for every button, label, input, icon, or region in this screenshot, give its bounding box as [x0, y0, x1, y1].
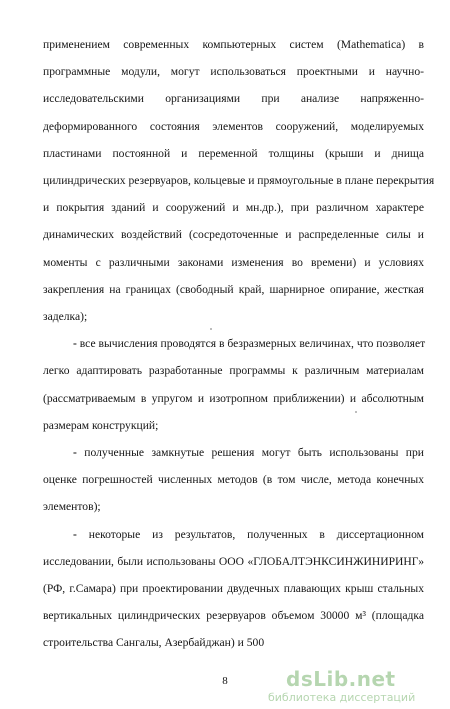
text-line: вертикальных цилиндрических резервуаров объемом 30000 м³ (площадка: [43, 609, 424, 623]
text-line: применением современных компьютерных систем (Mathematica) в: [43, 38, 424, 51]
text-line: цилиндрических резервуаров, кольцевые и прямоугольные в плане перекрытия: [43, 174, 435, 187]
bullet-dash: -: [73, 527, 77, 541]
text-line: (рассматриваемым в упругом и изотропном приближении) и абсолютным: [43, 391, 424, 405]
scan-speck: [210, 328, 212, 330]
text-line: исследовании, были использованы ООО «ГЛОБАЛТЭНКСИНЖИНИРИНГ»: [43, 554, 424, 568]
text-line: легко адаптировать разработанные программы к различным материалам: [43, 364, 424, 378]
text-line: пластинами постоянной и переменной толщины (крыши и днища: [43, 146, 424, 160]
text-line: (РФ, г.Самара) при проектировании двудечных плавающих крыш стальных: [43, 582, 424, 595]
page-number: 8: [222, 675, 228, 687]
text-line: строительства Сангалы, Азербайджан) и 500: [43, 636, 265, 650]
text-line: программные модули, могут использоваться проектными и научно-: [43, 65, 424, 79]
bullet-dash: -: [73, 337, 77, 351]
text-line: динамических воздействий (сосредоточенные и распределенные силы и: [43, 228, 424, 242]
watermark: [268, 667, 444, 704]
scan-speck: [355, 411, 357, 413]
watermark-subtitle: библиотека диссертаций: [268, 691, 416, 704]
text-line: элементов);: [43, 500, 101, 514]
watermark-logo: dsLib.net: [286, 667, 396, 691]
list-item-line: - полученные замкнутые решения могут быть использованы при: [73, 446, 424, 459]
text-line: размерам конструкций;: [43, 418, 159, 432]
text-line: исследовательскими организациями при анализе напряженно-: [43, 92, 424, 106]
text-line: оценке погрешностей численных методов (в том числе, метода конечных: [43, 473, 424, 487]
text-line: закрепления на границах (свободный край, шарнирное опирание, жесткая: [43, 282, 424, 296]
text-line: моменты с различными законами изменения во времени) и условиях: [43, 255, 424, 269]
bullet-dash: -: [73, 446, 77, 459]
text-line: заделка);: [43, 310, 88, 323]
list-item-line: - все вычисления проводятся в безразмерных величинах, что позволяет: [73, 337, 426, 351]
text-line: и покрытия зданий и сооружений и мн.др.), при различном характере: [43, 201, 424, 215]
text-line: деформированного состояния элементов сооружений, моделируемых: [43, 119, 424, 133]
list-item-line: - некоторые из результатов, полученных в диссертационном: [73, 527, 424, 541]
